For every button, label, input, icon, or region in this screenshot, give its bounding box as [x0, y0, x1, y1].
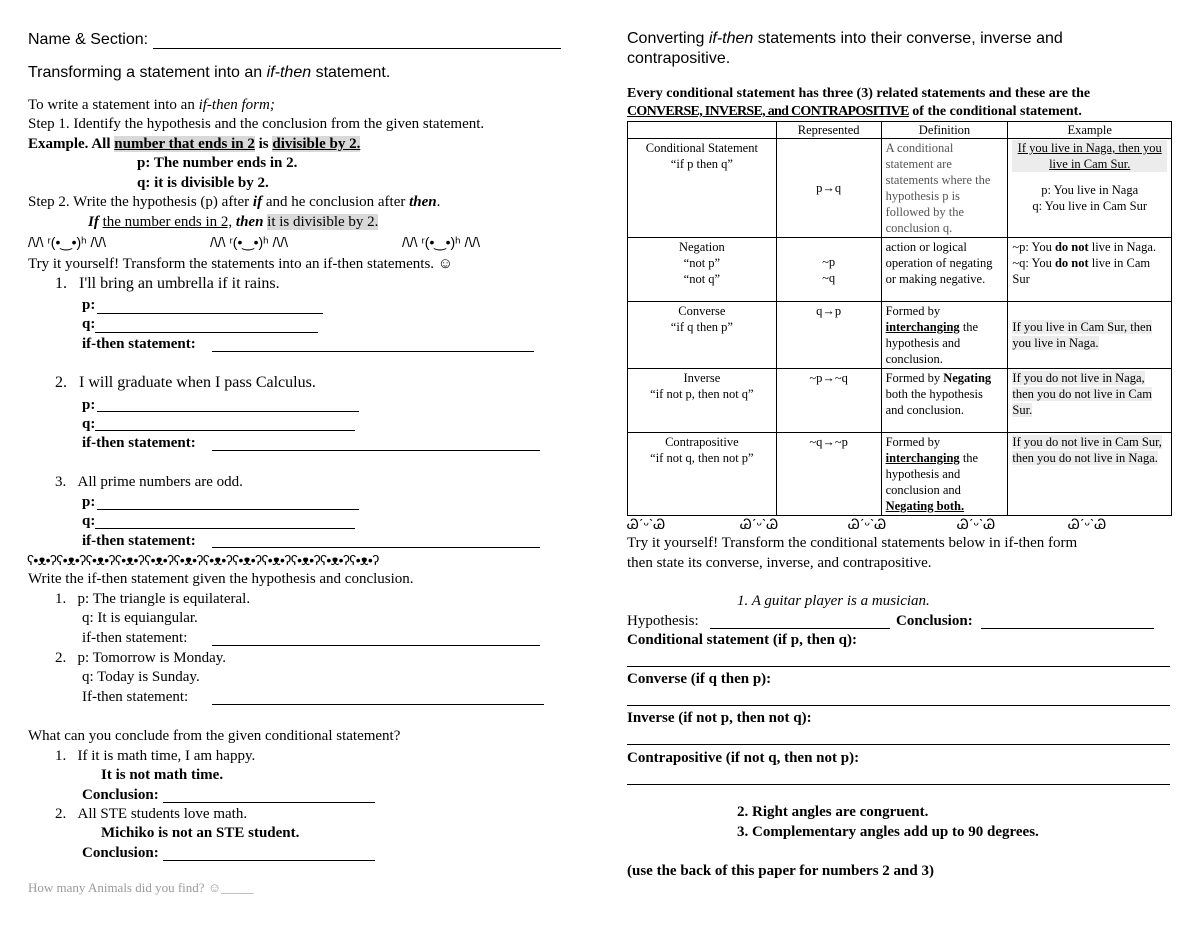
- conclude-item-1-input[interactable]: [163, 802, 375, 803]
- conclude-item-1: 1. If it is math time, I am happy.: [55, 748, 256, 764]
- owl-glyph-5: ᏊˊᵕˋᏊ: [1068, 516, 1107, 532]
- converse-input[interactable]: [627, 705, 1170, 706]
- name-label: Name & Section:: [28, 31, 149, 48]
- left-heading: Transforming a statement into an if-then statement.: [28, 64, 391, 81]
- write-item-1-q: q: It is equiangular.: [82, 610, 198, 626]
- item-3-q-label: q:: [82, 513, 96, 529]
- row-inverse-def: Formed by Negating both the hypothesis and conclusion.: [881, 369, 1008, 433]
- owl-glyph-4: ᏊˊᵕˋᏊ: [957, 516, 996, 532]
- row-converse-def: Formed by interchanging the hypothesis and conclusion.: [881, 302, 1008, 369]
- item-3-ifthen-label: if-then statement:: [82, 533, 196, 549]
- hypothesis-input[interactable]: [710, 628, 890, 629]
- example-ifthen: If the number ends in 2, then it is divisible by 2.: [88, 214, 379, 230]
- example-q: q: it is divisible by 2.: [137, 175, 269, 191]
- inverse-label: Inverse (if not p, then not q):: [627, 710, 812, 726]
- row-converse-rep: q→p: [776, 302, 881, 369]
- item-1-q-input[interactable]: [95, 332, 318, 333]
- row-negation-name: Negation “not p” “not q”: [628, 238, 777, 302]
- owl-glyph-3: ᏊˊᵕˋᏊ: [848, 516, 887, 532]
- item-1: 1. I'll bring an umbrella if it rains.: [55, 275, 280, 292]
- owl-glyph-2: ᏊˊᵕˋᏊ: [740, 516, 779, 532]
- conclude-item-1-label: Conclusion:: [82, 787, 159, 803]
- item-1-q-label: q:: [82, 316, 96, 332]
- table-row: [628, 369, 1172, 433]
- guitar-item: 1. A guitar player is a musician.: [737, 593, 930, 609]
- table-row: [628, 433, 1172, 516]
- table-row: [628, 238, 1172, 302]
- example-line: Example. All number that ends in 2 is divisible by 2.: [28, 136, 361, 152]
- write-item-1-ifthen-label: if-then statement:: [82, 630, 188, 646]
- row-converse-name: Converse “if q then p”: [628, 302, 777, 369]
- more-item-3: 3. Complementary angles add up to 90 degrees.: [737, 824, 1039, 840]
- hypothesis-label: Hypothesis:: [627, 613, 699, 629]
- table-header-row: [628, 122, 1172, 139]
- row-conditional-rep: p→q: [776, 139, 881, 238]
- item-3-ifthen-input[interactable]: [212, 547, 540, 548]
- item-1-ifthen-input[interactable]: [212, 351, 534, 352]
- converse-label: Converse (if q then p):: [627, 671, 772, 687]
- conditional-label: Conditional statement (if p, then q):: [627, 632, 858, 648]
- write-item-2-q: q: Today is Sunday.: [82, 669, 200, 685]
- write-item-2-ifthen-label: If-then statement:: [82, 689, 189, 705]
- bear-glyph-row: ʕ•ᴥ•ʔʕ•ᴥ•ʔʕ•ᴥ•ʔʕ•ᴥ•ʔʕ•ᴥ•ʔʕ•ᴥ•ʔʕ•ᴥ•ʔʕ•ᴥ•ʔʕ•ᴥ•ʔʕ•ᴥ•ʔʕ•ᴥ•ʔʕ•ᴥ•ʔ: [27, 552, 379, 568]
- write-item-1-ifthen-input[interactable]: [212, 645, 540, 646]
- row-conditional-def: A conditional statement are statements where the hypothesis p is followed by the conclusion q.: [881, 139, 1008, 238]
- row-negation-rep: ~p ~q: [776, 238, 881, 302]
- write-item-2-ifthen-input[interactable]: [212, 704, 544, 705]
- back-note: (use the back of this paper for numbers 2 and 3): [627, 863, 934, 879]
- table-header-represented: Represented: [776, 122, 881, 139]
- right-title: Converting if-then statements into their converse, inverse and: [627, 30, 1063, 47]
- row-contrapositive-rep: ~q→~p: [776, 433, 881, 516]
- item-2-ifthen-input[interactable]: [212, 450, 540, 451]
- row-inverse-example: If you do not live in Naga, then you do not live in Cam Sur.: [1008, 369, 1172, 433]
- animal-glyph-3: /\/\ ʳ(•‿•)ʰ /\/\: [402, 234, 480, 250]
- item-3-p-input[interactable]: [97, 509, 359, 510]
- item-3-q-input[interactable]: [95, 528, 355, 529]
- every-line-2: CONVERSE, INVERSE, and CONTRAPOSITIVE of the conditional statement.: [627, 104, 1082, 119]
- table-header-blank: [628, 122, 777, 139]
- conclude-heading: What can you conclude from the given conditional statement?: [28, 728, 401, 744]
- animal-glyph-2: /\/\ ʳ(•‿•)ʰ /\/\: [210, 234, 288, 250]
- try-yourself-2: Try it yourself! Transform the conditional statements below in if-then form: [627, 535, 1078, 551]
- conclusion-label: Conclusion:: [896, 613, 973, 629]
- contrapositive-label: Contrapositive (if not q, then not p):: [627, 750, 860, 766]
- write-item-1: 1. p: The triangle is equilateral.: [55, 591, 251, 607]
- step1-line: Step 1. Identify the hypothesis and the conclusion from the given statement.: [28, 116, 485, 132]
- write-heading: Write the if-then statement given the hypothesis and conclusion.: [28, 571, 414, 587]
- animals-count-footer: How many Animals did you find? ☺_____: [28, 880, 254, 895]
- item-3: 3. All prime numbers are odd.: [55, 474, 243, 490]
- item-2-q-input[interactable]: [95, 430, 355, 431]
- row-converse-example: If you live in Cam Sur, then you live in Naga.: [1008, 302, 1172, 369]
- conclude-item-2: 2. All STE students love math.: [55, 806, 248, 822]
- step2-line: Step 2. Write the hypothesis (p) after if and he conclusion after then.: [28, 194, 441, 210]
- item-1-p-label: p:: [82, 297, 96, 313]
- row-contrapositive-example: If you do not live in Cam Sur, then you do not live in Naga.: [1008, 433, 1172, 516]
- item-1-p-input[interactable]: [97, 313, 323, 314]
- row-conditional-example: If you live in Naga, then you live in Cam Sur. p: You live in Naga q: You live in Cam Sur: [1008, 139, 1172, 238]
- inverse-input[interactable]: [627, 744, 1170, 745]
- conclude-item-2-input[interactable]: [163, 860, 375, 861]
- row-contrapositive-name: Contrapositive “if not q, then not p”: [628, 433, 777, 516]
- table-row: [628, 302, 1172, 369]
- conclude-item-1-given: It is not math time.: [101, 767, 224, 783]
- item-2-ifthen-label: if-then statement:: [82, 435, 196, 451]
- item-2-p-label: p:: [82, 397, 96, 413]
- table-header-definition: Definition: [881, 122, 1008, 139]
- animal-glyph-1: /\/\ ʳ(•‿•)ʰ /\/\: [28, 234, 106, 250]
- every-line: Every conditional statement has three (3) related statements and these are the: [627, 86, 1091, 101]
- try-yourself-1: Try it yourself! Transform the statements into an if-then statements. ☺: [28, 256, 454, 272]
- row-negation-def: action or logical operation of negating or making negative.: [881, 238, 1008, 302]
- right-title-2: contrapositive.: [627, 50, 731, 67]
- item-3-p-label: p:: [82, 494, 96, 510]
- conditional-input[interactable]: [627, 666, 1170, 667]
- item-2-p-input[interactable]: [97, 411, 359, 412]
- owl-glyph-1: ᏊˊᵕˋᏊ: [627, 516, 666, 532]
- table-header-example: Example: [1008, 122, 1172, 139]
- row-negation-example: ~p: You do not live in Naga. ~q: You do not live in Cam Sur: [1008, 238, 1172, 302]
- example-p: p: The number ends in 2.: [137, 155, 298, 171]
- name-section-field[interactable]: [28, 31, 561, 49]
- write-item-2: 2. p: Tomorrow is Monday.: [55, 650, 227, 666]
- row-conditional-name: Conditional Statement “if p then q”: [628, 139, 777, 238]
- row-inverse-name: Inverse “if not p, then not q”: [628, 369, 777, 433]
- conditional-table: [627, 121, 1172, 516]
- item-2-q-label: q:: [82, 416, 96, 432]
- contrapositive-input[interactable]: [627, 784, 1170, 785]
- table-row: [628, 139, 1172, 238]
- try-yourself-2b: then state its converse, inverse, and contrapositive.: [627, 555, 932, 571]
- conclude-item-2-given: Michiko is not an STE student.: [101, 825, 300, 841]
- row-inverse-rep: ~p→~q: [776, 369, 881, 433]
- name-input-line[interactable]: [153, 34, 561, 49]
- row-contrapositive-def: Formed by interchanging the hypothesis and conclusion and Negating both.: [881, 433, 1008, 516]
- more-item-2: 2. Right angles are congruent.: [737, 804, 929, 820]
- conclusion-input[interactable]: [981, 628, 1154, 629]
- item-2: 2. I will graduate when I pass Calculus.: [55, 374, 316, 391]
- intro-line: To write a statement into an if-then form;: [28, 97, 275, 113]
- item-1-ifthen-label: if-then statement:: [82, 336, 196, 352]
- conclude-item-2-label: Conclusion:: [82, 845, 159, 861]
